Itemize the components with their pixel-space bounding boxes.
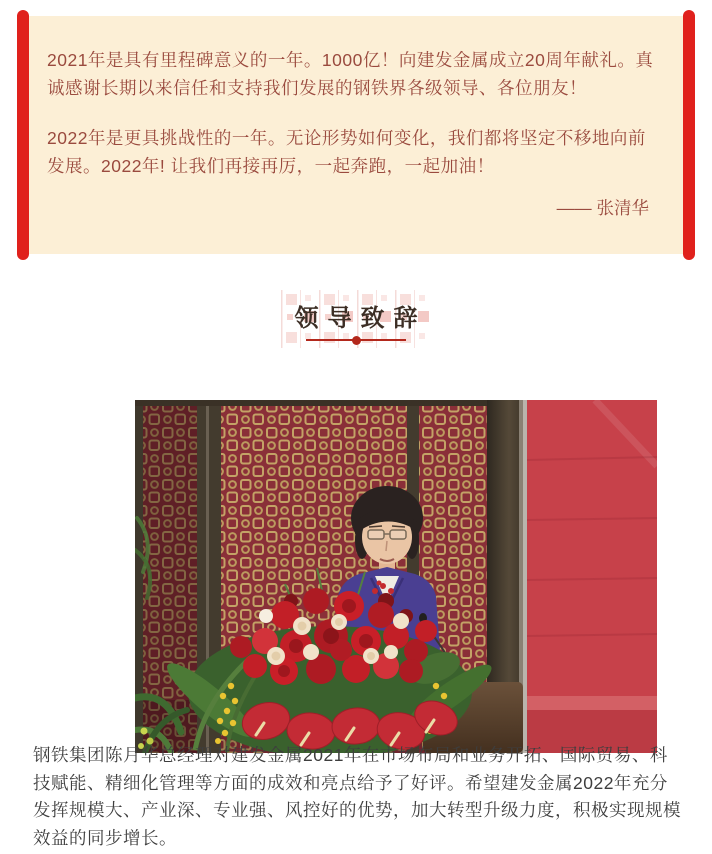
section-title-block [0, 290, 712, 352]
quote-signature: —— 张清华 [556, 198, 649, 218]
quote-paragraph-2: 2022年是更具挑战性的一年。无论形势如何变化，我们都将坚定不移地向前发展。2022年! 让我们再接再厉，一起奔跑，一起加油！ [47, 128, 646, 176]
red-curtain [527, 400, 657, 753]
left-accent-bar [17, 10, 29, 260]
article-paragraph: 钢铁集团陈月华总经理对建发金属2021年在市场布局和业务开拓、国际贸易、科技赋能、精细化管理等方面的成效和亮点给予了好评。希望建发金属2022年充分发挥规模大、产业深、专业强、风控好的优势，加大转型升级力度，积极实现规模效益的同步增长。 [33, 745, 681, 848]
section-title: 领导致辞 [294, 305, 427, 332]
right-accent-bar [683, 10, 695, 260]
speech-photo[interactable] [135, 400, 657, 753]
title-underline-dot [352, 336, 361, 345]
title-underline [306, 339, 406, 341]
quote-card [17, 10, 695, 260]
quote-paragraph-1: 2021年是具有里程碑意义的一年。1000亿！向建发金属成立20周年献礼。真诚感谢长期以来信任和支持我们发展的钢铁界各级领导、各位朋友！ [47, 50, 654, 98]
quote-card-body [23, 16, 689, 254]
